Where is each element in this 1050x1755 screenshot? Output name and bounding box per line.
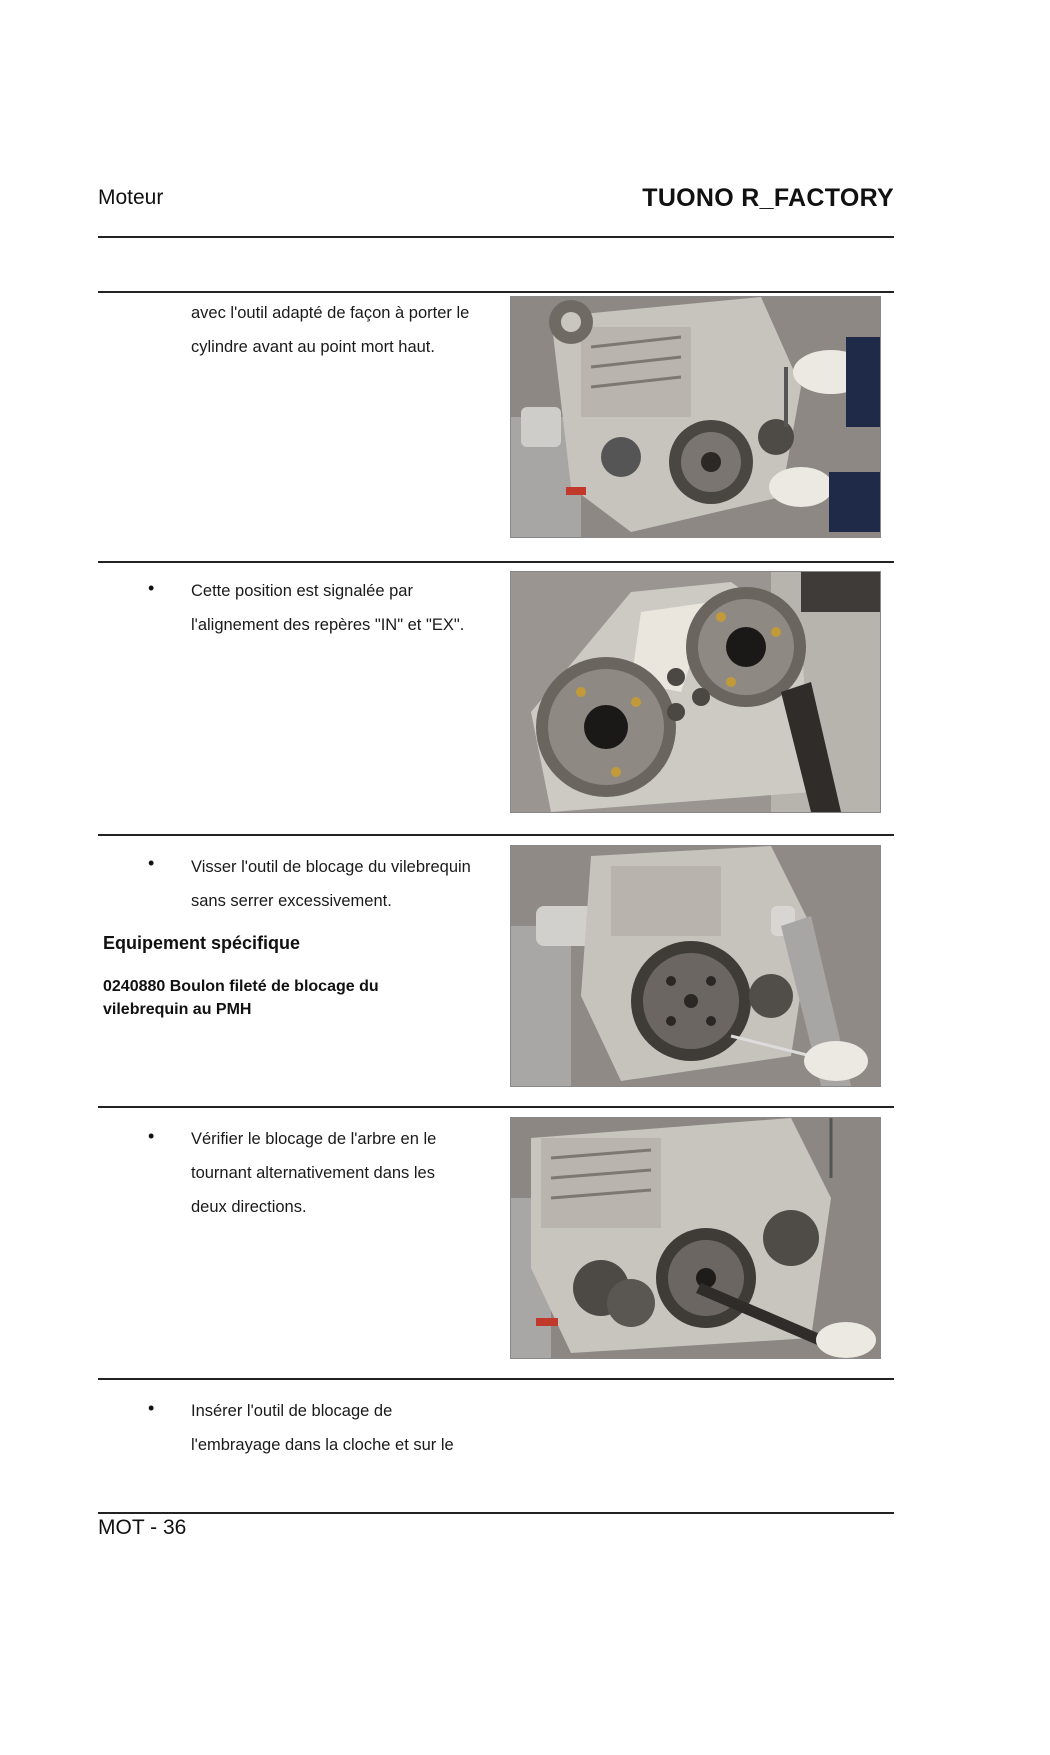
camshaft-gears-photo	[510, 571, 881, 813]
step-3-text	[191, 850, 501, 918]
row-rule-1	[98, 561, 894, 563]
step-5-text	[191, 1394, 501, 1462]
step-4-bullet: •	[148, 1126, 155, 1146]
section-title: Moteur	[98, 186, 164, 209]
step-2-bullet: •	[148, 578, 155, 598]
row-rule-2	[98, 834, 894, 836]
step-1-text	[191, 296, 501, 364]
header-rule	[98, 236, 894, 238]
step-3-line-2: sans serrer excessivement.	[191, 892, 392, 910]
step-5-line-1: Insérer l'outil de blocage de	[191, 1402, 393, 1420]
step-3-bullet: •	[148, 853, 155, 873]
step-2-line-1: Cette position est signalée par	[191, 582, 413, 600]
row-rule-3	[98, 1106, 894, 1108]
step-2-text	[191, 574, 501, 642]
step-4-text	[191, 1122, 501, 1224]
step-4-line-1: Vérifier le blocage de l'arbre en le	[191, 1130, 437, 1148]
row-rule-4	[98, 1378, 894, 1380]
crankshaft-lock-tool-photo	[510, 845, 881, 1087]
step-2-line-2: l'alignement des repères "IN" et "EX".	[191, 616, 465, 634]
step-5-bullet: •	[148, 1398, 155, 1418]
model-title: TUONO R_FACTORY	[642, 184, 894, 212]
engine-crankshaft-photo	[510, 296, 881, 538]
step-5-line-2: l'embrayage dans la cloche et sur le	[191, 1436, 454, 1454]
shaft-rotation-check-photo	[510, 1117, 881, 1359]
equipment-title: Equipement spécifique	[103, 933, 301, 953]
table-top-rule	[98, 291, 894, 293]
equipment-item: 0240880 Boulon fileté de blocage du vilebrequin au PMH	[103, 978, 379, 1018]
page-number: MOT - 36	[98, 1516, 187, 1539]
step-4-line-2: tournant alternativement dans les	[191, 1164, 435, 1182]
step-1-line-1: avec l'outil adapté de façon à porter le	[191, 304, 470, 322]
footer-rule	[98, 1512, 894, 1514]
step-3-line-1: Visser l'outil de blocage du vilebrequin	[191, 858, 471, 876]
step-4-line-3: deux directions.	[191, 1198, 307, 1216]
step-1-line-2: cylindre avant au point mort haut.	[191, 338, 435, 356]
